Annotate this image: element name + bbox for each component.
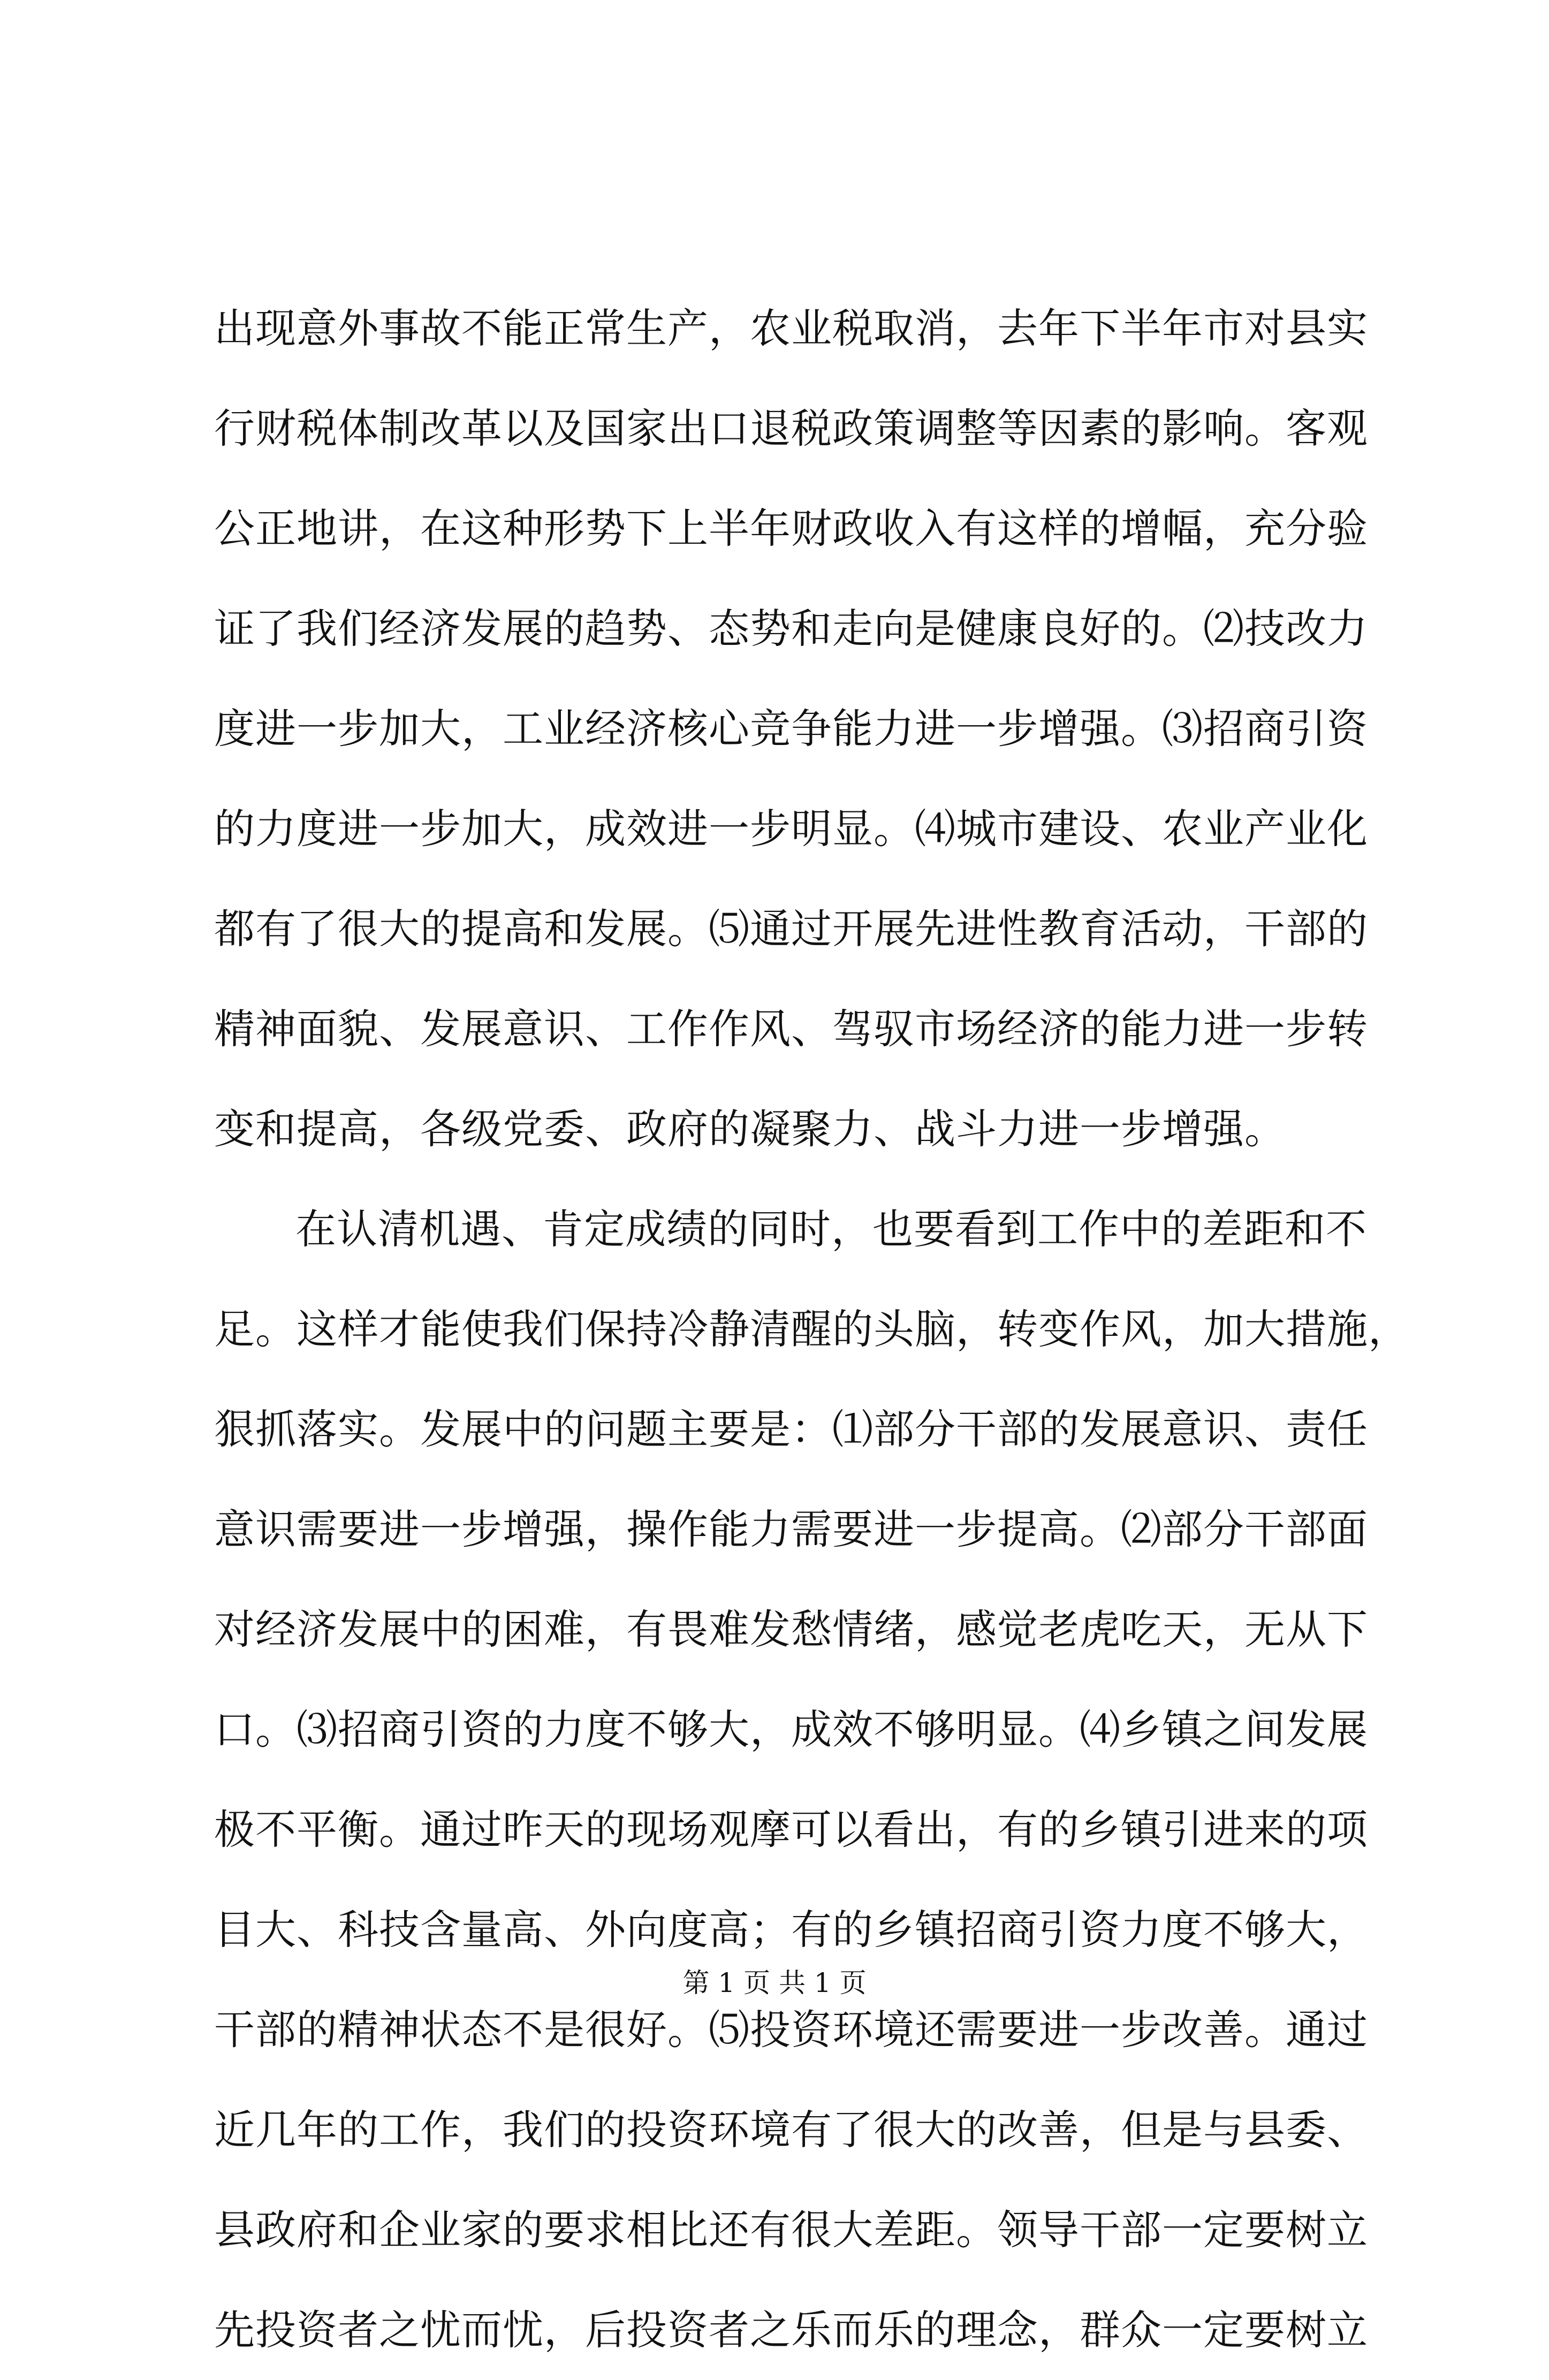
text-line: 公正地讲，在这种形势下上半年财政收入有这样的增幅，充分验 (214, 505, 1368, 552)
text-line: 行财税体制改革以及国家出口退税政策调整等因素的影响。客观 (214, 405, 1368, 452)
text-line: 近几年的工作，我们的投资环境有了很大的改善，但是与县委、 (214, 2106, 1368, 2154)
paragraph-end-line: 变和提高，各级党委、政府的凝聚力、战斗力进一步增强。 (214, 1105, 1286, 1153)
text-line: 极不平衡。通过昨天的现场观摩可以看出，有的乡镇引进来的项 (214, 1806, 1368, 1853)
text-line: 意识需要进一步增强，操作能力需要进一步提高。⑵部分干部面 (214, 1505, 1368, 1553)
text-line: 证了我们经济发展的趋势、态势和走向是健康良好的。⑵技改力 (214, 605, 1368, 652)
text-line: 口。⑶招商引资的力度不够大，成效不够明显。⑷乡镇之间发展 (214, 1706, 1368, 1753)
text-line: 干部的精神状态不是很好。⑸投资环境还需要进一步改善。通过 (214, 2006, 1368, 2054)
text-line: 目大、科技含量高、外向度高；有的乡镇招商引资力度不够大， (214, 1906, 1368, 1953)
text-line: 精神面貌、发展意识、工作作风、驾驭市场经济的能力进一步转 (214, 1005, 1368, 1053)
text-line: 县政府和企业家的要求相比还有很大差距。领导干部一定要树立 (214, 2206, 1368, 2254)
text-line: 的力度进一步加大，成效进一步明显。⑷城市建设、农业产业化 (214, 805, 1368, 853)
text-line: 对经济发展中的困难，有畏难发愁情绪，感觉老虎吃天，无从下 (214, 1606, 1368, 1653)
text-line: 度进一步加大，工业经济核心竞争能力进一步增强。⑶招商引资 (214, 705, 1368, 752)
text-line: 先投资者之忧而忧，后投资者之乐而乐的理念，群众一定要树立 (214, 2306, 1368, 2354)
text-line: 足。这样才能使我们保持冷静清醒的头脑，转变作风，加大措施， (214, 1305, 1409, 1353)
text-line: 出现意外事故不能正常生产，农业税取消，去年下半年市对县实 (214, 305, 1368, 352)
text-line: 都有了很大的提高和发展。⑸通过开展先进性教育活动，干部的 (214, 905, 1368, 953)
document-body (214, 278, 1409, 2380)
paragraph-start-line: 在认清机遇、肯定成绩的同时，也要看到工作中的差距和不 (295, 1205, 1367, 1253)
page-number-footer: 第 1 页 共 1 页 (682, 1967, 867, 1998)
text-line: 狠抓落实。发展中的问题主要是：⑴部分干部的发展意识、责任 (214, 1405, 1368, 1453)
